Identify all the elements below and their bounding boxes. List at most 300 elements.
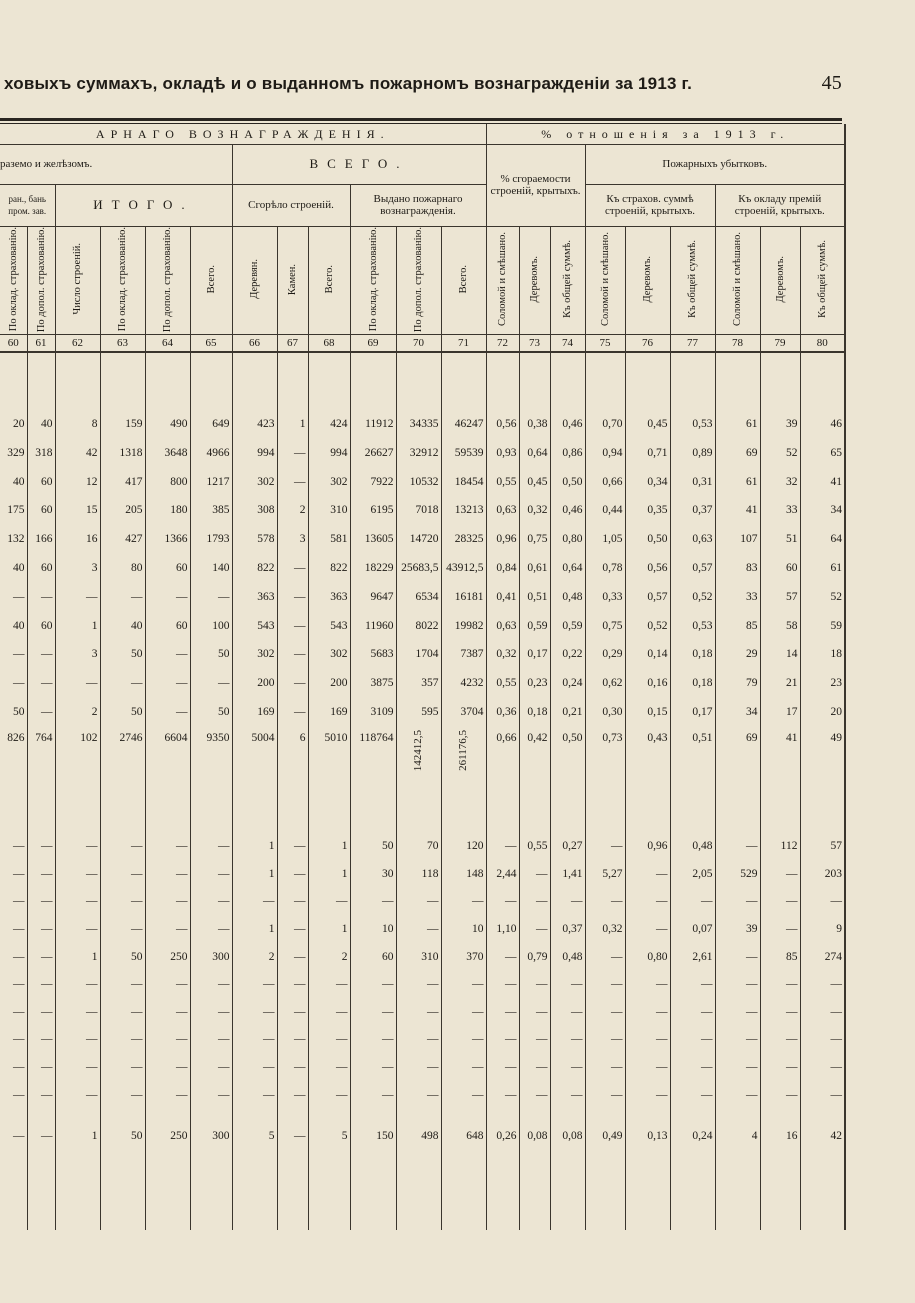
table-cell: 57 <box>760 582 800 611</box>
table-cell: — <box>145 998 190 1026</box>
table-row <box>0 438 845 467</box>
table-cell: 69 <box>715 438 760 467</box>
table-cell: 0,63 <box>486 496 519 525</box>
table-cell: 100 <box>190 611 232 640</box>
table-cell: — <box>715 1081 760 1109</box>
table-cell: — <box>308 970 350 998</box>
table-cell: — <box>190 582 232 611</box>
table-cell: 6534 <box>396 582 441 611</box>
table-cell: 41 <box>800 467 845 496</box>
table-cell: 0,50 <box>550 467 585 496</box>
table-row <box>0 860 845 888</box>
table-cell: 41 <box>760 726 800 816</box>
table-cell: — <box>277 1081 308 1109</box>
table-cell: 40 <box>13 619 25 632</box>
group-iron-header: раземо и желѣзомъ. <box>0 144 232 184</box>
table-cell: 16 <box>760 1122 800 1150</box>
table-cell: — <box>100 669 145 698</box>
table-cell: 0,73 <box>585 726 625 816</box>
table-cell: 800 <box>145 467 190 496</box>
table-cell: — <box>585 832 625 860</box>
table-cell: 26627 <box>350 438 396 467</box>
total-row <box>0 1122 845 1150</box>
col-label: Число строеній. <box>55 226 100 334</box>
table-cell: — <box>486 1053 519 1081</box>
table-cell: 51 <box>760 525 800 554</box>
blank-row <box>0 816 845 832</box>
table-cell: 0,44 <box>585 496 625 525</box>
table-cell: — <box>100 970 145 998</box>
table-cell: 33 <box>715 582 760 611</box>
table-cell: 175 <box>7 504 25 517</box>
table-row <box>0 611 845 640</box>
col-number: 60 <box>0 334 27 352</box>
table-cell: 0,52 <box>625 611 670 640</box>
table-cell: 0,64 <box>519 438 550 467</box>
table-cell: 11960 <box>350 611 396 640</box>
table-cell: — <box>800 1026 845 1054</box>
table-cell: 85 <box>760 943 800 971</box>
table-cell: — <box>715 1026 760 1054</box>
table-cell: — <box>800 1053 845 1081</box>
table-cell: 994 <box>232 438 277 467</box>
table-cell: 59539 <box>441 438 486 467</box>
table-cell: 0,15 <box>625 698 670 727</box>
sub-itogo-header: ИТОГО. <box>55 184 232 226</box>
table-cell: 4 <box>715 1122 760 1150</box>
table-cell: — <box>13 1060 25 1073</box>
table-cell: 3 <box>277 525 308 554</box>
table-cell: 65 <box>800 438 845 467</box>
col-label: Деревомъ. <box>625 226 670 334</box>
table-cell: 203 <box>800 860 845 888</box>
col-number: 61 <box>27 334 55 352</box>
sub-paid-header: Выдано пожарнаго вознагражденія. <box>350 184 486 226</box>
table-cell: 13605 <box>350 525 396 554</box>
table-cell: — <box>585 888 625 916</box>
table-cell <box>550 1108 585 1122</box>
table-cell: 1 <box>55 943 100 971</box>
table-cell: 60 <box>27 467 55 496</box>
table-cell: 7922 <box>350 467 396 496</box>
table-cell: 41 <box>715 496 760 525</box>
table-cell: 28325 <box>441 525 486 554</box>
table-cell <box>486 1150 519 1230</box>
table-cell <box>232 1108 277 1122</box>
table-cell: — <box>27 640 55 669</box>
table-cell <box>585 352 625 410</box>
table-cell: — <box>441 1081 486 1109</box>
table-cell: 52 <box>760 438 800 467</box>
table-cell: 49 <box>800 726 845 816</box>
col-number: 68 <box>308 334 350 352</box>
table-cell: 1 <box>55 611 100 640</box>
table-cell: — <box>396 998 441 1026</box>
table-cell: — <box>100 582 145 611</box>
table-cell: 52 <box>800 582 845 611</box>
col-label: Всего. <box>441 226 486 334</box>
table-cell: — <box>145 970 190 998</box>
table-cell: 0,07 <box>670 915 715 943</box>
table-cell: 5,27 <box>585 860 625 888</box>
table-cell <box>27 352 55 410</box>
table-cell: 0,34 <box>625 467 670 496</box>
table-cell: — <box>13 677 25 690</box>
table-cell: — <box>100 998 145 1026</box>
table-cell: — <box>519 888 550 916</box>
table-cell: 0,29 <box>585 640 625 669</box>
table-cell: — <box>55 998 100 1026</box>
table-cell: — <box>100 888 145 916</box>
table-cell: 0,50 <box>550 726 585 816</box>
table-cell: 1,41 <box>550 860 585 888</box>
table-cell: 0,59 <box>519 611 550 640</box>
table-cell: 39 <box>715 915 760 943</box>
col-number: 64 <box>145 334 190 352</box>
table-cell: 0,24 <box>670 1122 715 1150</box>
table-cell: 6 <box>277 726 308 816</box>
table-cell: 0,66 <box>585 467 625 496</box>
table-cell: — <box>625 1053 670 1081</box>
table-cell <box>486 816 519 832</box>
col-number: 67 <box>277 334 308 352</box>
table-cell: — <box>625 1026 670 1054</box>
table-cell <box>625 816 670 832</box>
table-cell: 112 <box>760 832 800 860</box>
table-cell: 8022 <box>396 611 441 640</box>
table-cell <box>350 1150 396 1230</box>
table-cell: — <box>441 970 486 998</box>
table-cell: 0,57 <box>670 554 715 583</box>
table-cell: 261176,5 <box>441 726 486 816</box>
table-cell: — <box>585 998 625 1026</box>
table-cell: 3875 <box>350 669 396 698</box>
col-label: По оклад. страхованію. <box>350 226 396 334</box>
table-cell: 2 <box>55 698 100 727</box>
page-title: ховыхъ суммахъ, окладѣ и о выданномъ пожарномъ вознагражденіи за 1913 г. <box>4 74 693 93</box>
table-cell: — <box>550 1053 585 1081</box>
table-cell: — <box>27 860 55 888</box>
table-cell: — <box>13 840 25 853</box>
table-cell: — <box>145 698 190 727</box>
table-cell: — <box>277 1026 308 1054</box>
col-label: Къ общей суммѣ. <box>670 226 715 334</box>
table-row <box>0 915 845 943</box>
table-cell: 159 <box>100 410 145 439</box>
table-cell: 1217 <box>190 467 232 496</box>
table-cell: 4966 <box>190 438 232 467</box>
table-cell: 0,55 <box>486 669 519 698</box>
table-cell: — <box>715 998 760 1026</box>
table-cell <box>760 352 800 410</box>
table-cell <box>232 352 277 410</box>
table-cell: 490 <box>145 410 190 439</box>
table-cell: 60 <box>27 554 55 583</box>
table-cell: — <box>55 582 100 611</box>
table-cell: — <box>625 915 670 943</box>
table-cell <box>396 352 441 410</box>
table-cell: 61 <box>715 467 760 496</box>
table-cell <box>100 352 145 410</box>
table-cell: 0,46 <box>550 496 585 525</box>
table-cell: 2,61 <box>670 943 715 971</box>
table-cell: 1 <box>277 410 308 439</box>
table-cell: — <box>277 554 308 583</box>
table-cell: — <box>190 669 232 698</box>
table-cell: 1 <box>232 832 277 860</box>
table-cell: — <box>277 970 308 998</box>
col-number: 79 <box>760 334 800 352</box>
table-cell: — <box>760 998 800 1026</box>
table-cell: 18 <box>800 640 845 669</box>
table-cell: — <box>190 1026 232 1054</box>
table-cell: — <box>13 950 25 963</box>
table-cell: — <box>519 1053 550 1081</box>
table-row <box>0 1053 845 1081</box>
table-cell: — <box>396 1081 441 1109</box>
table-cell <box>519 352 550 410</box>
table-cell <box>190 1108 232 1122</box>
table-cell: — <box>27 943 55 971</box>
table-cell: — <box>55 915 100 943</box>
table-cell: — <box>308 888 350 916</box>
table-cell: — <box>670 1081 715 1109</box>
table-cell: 140 <box>190 554 232 583</box>
table-cell: 0,96 <box>625 832 670 860</box>
table-cell: — <box>800 970 845 998</box>
table-cell: — <box>625 970 670 998</box>
table-cell: 46 <box>800 410 845 439</box>
table-cell: 0,35 <box>625 496 670 525</box>
table-cell: 6604 <box>145 726 190 816</box>
table-row <box>0 998 845 1026</box>
table-cell: 0,79 <box>519 943 550 971</box>
table-cell: — <box>55 669 100 698</box>
table-cell: — <box>277 998 308 1026</box>
table-cell: 5010 <box>308 726 350 816</box>
table-cell: 180 <box>145 496 190 525</box>
table-cell: — <box>277 888 308 916</box>
table-cell: 310 <box>396 943 441 971</box>
table-cell: 543 <box>308 611 350 640</box>
table-cell <box>760 816 800 832</box>
table-cell: 58 <box>760 611 800 640</box>
table-cell: 9350 <box>190 726 232 816</box>
table-cell: 0,21 <box>550 698 585 727</box>
table-cell: — <box>277 611 308 640</box>
table-cell: 0,62 <box>585 669 625 698</box>
table-cell: 120 <box>441 832 486 860</box>
table-cell: 14720 <box>396 525 441 554</box>
table-cell: — <box>715 1053 760 1081</box>
table-cell: 0,63 <box>670 525 715 554</box>
table-cell: 0,55 <box>486 467 519 496</box>
page-header <box>0 70 880 100</box>
table-cell <box>585 816 625 832</box>
total-row <box>0 726 845 816</box>
table-cell: 357 <box>396 669 441 698</box>
blank-row <box>0 352 845 410</box>
table-cell: 40 <box>13 475 25 488</box>
table-cell: — <box>232 1081 277 1109</box>
table-row <box>0 525 845 554</box>
table-cell: — <box>232 970 277 998</box>
table-cell: 60 <box>760 554 800 583</box>
table-cell: — <box>13 1033 25 1046</box>
table-cell: 0,86 <box>550 438 585 467</box>
table-cell <box>145 816 190 832</box>
table-cell: 9 <box>800 915 845 943</box>
table-cell: — <box>13 1005 25 1018</box>
table-cell <box>625 352 670 410</box>
table-cell: — <box>519 1026 550 1054</box>
table-cell: 61 <box>800 554 845 583</box>
table-cell: 40 <box>13 562 25 575</box>
col-number: 76 <box>625 334 670 352</box>
table-cell: 42 <box>55 438 100 467</box>
table-cell: 118764 <box>350 726 396 816</box>
table-cell: — <box>27 832 55 860</box>
col-label: Соломой и смѣшано. <box>715 226 760 334</box>
table-cell: — <box>27 970 55 998</box>
table-cell: — <box>55 1081 100 1109</box>
col-label: Деревомъ. <box>519 226 550 334</box>
table-cell <box>760 1150 800 1230</box>
table-cell: 169 <box>232 698 277 727</box>
table-cell: 0,89 <box>670 438 715 467</box>
column-label-row <box>0 226 845 334</box>
col-number: 63 <box>100 334 145 352</box>
table-cell <box>232 1150 277 1230</box>
table-cell: 649 <box>190 410 232 439</box>
table-cell: — <box>190 998 232 1026</box>
table-cell: 50 <box>100 1122 145 1150</box>
table-cell: 1318 <box>100 438 145 467</box>
table-cell: — <box>145 640 190 669</box>
table-cell: — <box>27 1122 55 1150</box>
table-cell: 0,53 <box>670 410 715 439</box>
table-cell <box>190 1150 232 1230</box>
table-cell: 6195 <box>350 496 396 525</box>
table-cell <box>760 1108 800 1122</box>
table-cell: — <box>800 998 845 1026</box>
table-cell: 19982 <box>441 611 486 640</box>
table-cell: 2,44 <box>486 860 519 888</box>
table-row <box>0 888 845 916</box>
table-cell: — <box>27 1053 55 1081</box>
table-cell: — <box>350 1026 396 1054</box>
table-cell: 2,05 <box>670 860 715 888</box>
table-cell: 543 <box>232 611 277 640</box>
table-cell: 302 <box>308 467 350 496</box>
table-row <box>0 410 845 439</box>
table-cell: 29 <box>715 640 760 669</box>
table-cell: 21 <box>760 669 800 698</box>
table-cell: 60 <box>145 611 190 640</box>
table-cell: 300 <box>190 1122 232 1150</box>
table-cell: — <box>350 1081 396 1109</box>
table-cell <box>232 816 277 832</box>
table-cell <box>100 816 145 832</box>
table-cell: 595 <box>396 698 441 727</box>
table-cell: 0,18 <box>519 698 550 727</box>
col-number: 71 <box>441 334 486 352</box>
table-cell: — <box>190 1053 232 1081</box>
table-cell: — <box>800 1081 845 1109</box>
table-cell: 581 <box>308 525 350 554</box>
col-number: 66 <box>232 334 277 352</box>
table-cell: — <box>277 1053 308 1081</box>
table-cell <box>486 352 519 410</box>
col-number: 62 <box>55 334 100 352</box>
table-cell: — <box>100 1081 145 1109</box>
table-cell: 0,45 <box>625 410 670 439</box>
table-cell: — <box>277 832 308 860</box>
table-cell <box>670 1108 715 1122</box>
table-cell: — <box>308 1026 350 1054</box>
table-cell: — <box>13 1130 25 1143</box>
table-cell <box>55 816 100 832</box>
table-cell: — <box>350 998 396 1026</box>
table-cell: 200 <box>232 669 277 698</box>
table-cell: — <box>350 1053 396 1081</box>
table-cell: — <box>27 669 55 698</box>
table-cell: — <box>190 832 232 860</box>
table-cell: 18229 <box>350 554 396 583</box>
table-cell: 142412,5 <box>396 726 441 816</box>
table-cell <box>715 1150 760 1230</box>
table-cell: 205 <box>100 496 145 525</box>
table-cell: 57 <box>800 832 845 860</box>
table-cell: 822 <box>232 554 277 583</box>
table-cell <box>350 816 396 832</box>
table-cell: 994 <box>308 438 350 467</box>
table-cell <box>396 1108 441 1122</box>
table-cell: 427 <box>100 525 145 554</box>
table-cell: 50 <box>100 698 145 727</box>
table-cell: — <box>27 915 55 943</box>
table-cell <box>308 1150 350 1230</box>
table-cell: 1 <box>308 860 350 888</box>
col-label: По оклад. страхованію. <box>100 226 145 334</box>
col-label: Къ общей суммѣ. <box>800 226 845 334</box>
table-cell: 423 <box>232 410 277 439</box>
table-cell: 60 <box>350 943 396 971</box>
table-cell: 302 <box>308 640 350 669</box>
table-cell: 498 <box>396 1122 441 1150</box>
table-cell: — <box>145 915 190 943</box>
table-cell: 0,08 <box>519 1122 550 1150</box>
table-cell: — <box>670 998 715 1026</box>
table-cell: — <box>13 895 25 908</box>
table-cell <box>519 1150 550 1230</box>
table-body <box>0 352 845 1231</box>
table-cell: 50 <box>190 640 232 669</box>
table-cell: 0,52 <box>670 582 715 611</box>
col-label: Соломой и смѣшано. <box>585 226 625 334</box>
table-cell: 79 <box>715 669 760 698</box>
table-cell: — <box>308 1081 350 1109</box>
table-cell: — <box>27 698 55 727</box>
table-cell: 0,93 <box>486 438 519 467</box>
table-cell: 20 <box>800 698 845 727</box>
table-cell <box>550 816 585 832</box>
sub-to-sums-header: Къ страхов. суммѣ строеній, крытыхъ. <box>585 184 715 226</box>
table-cell <box>715 1108 760 1122</box>
col-number: 80 <box>800 334 845 352</box>
table-cell: 274 <box>800 943 845 971</box>
table-cell: 1 <box>232 915 277 943</box>
